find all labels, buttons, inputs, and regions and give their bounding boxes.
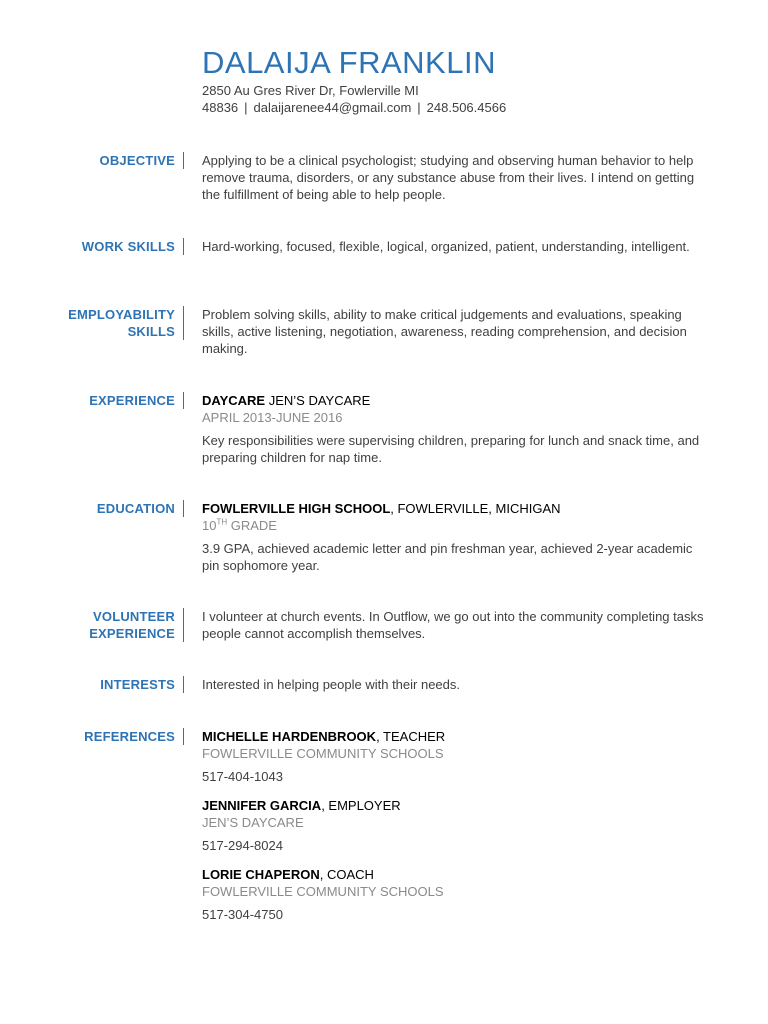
- education-grade: [202, 517, 712, 534]
- education-school-line: [202, 500, 712, 517]
- reference-name-line: [202, 728, 712, 745]
- experience-employer: JEN’S DAYCARE: [268, 393, 371, 408]
- education-content: [202, 500, 712, 574]
- reference-phone: 517-404-1043: [202, 769, 283, 784]
- volunteer-label-line1: VOLUNTEER: [93, 609, 175, 624]
- reference-name-line: [202, 797, 712, 814]
- reference-org: JEN’S DAYCARE: [202, 815, 304, 830]
- email: dalaijarenee44@gmail.com: [253, 100, 412, 115]
- separator: |: [244, 100, 248, 115]
- references-label: REFERENCES: [0, 728, 184, 745]
- interests-label: INTERESTS: [0, 676, 184, 693]
- employability-text: Problem solving skills, ability to make critical judgements and evaluations, speaking skills, active listening, negotiation, awareness, reading comprehension, and decision making.: [202, 307, 687, 356]
- reference-item: [202, 728, 712, 785]
- work-skills-text: Hard-working, focused, flexible, logical, organized, patient, understanding, intelligent.: [202, 239, 690, 254]
- references-content: [202, 728, 712, 923]
- experience-label: EXPERIENCE: [0, 392, 184, 409]
- volunteer-label: [0, 608, 184, 642]
- reference-org: FOWLERVILLE COMMUNITY SCHOOLS: [202, 746, 444, 761]
- phone: 248.506.4566: [426, 100, 507, 115]
- reference-name: JENNIFER GARCIA: [202, 798, 322, 813]
- reference-org: FOWLERVILLE COMMUNITY SCHOOLS: [202, 884, 444, 899]
- grade-word: GRADE: [227, 518, 277, 533]
- reference-name: LORIE CHAPERON: [202, 867, 320, 882]
- reference-item: [202, 797, 712, 854]
- experience-text: Key responsibilities were supervising children, preparing for lunch and snack time, and preparing children for nap time.: [202, 433, 700, 465]
- reference-name-line: [202, 866, 712, 883]
- contact-line: [202, 99, 722, 116]
- reference-role: , TEACHER: [376, 729, 446, 744]
- address-line: 2850 Au Gres River Dr, Fowlerville MI: [202, 83, 419, 98]
- reference-phone: 517-304-4750: [202, 907, 283, 922]
- experience-dates: APRIL 2013-JUNE 2016: [202, 410, 343, 425]
- volunteer-label-line2: EXPERIENCE: [89, 626, 175, 641]
- objective-text: Applying to be a clinical psychologist; studying and observing human behavior to help remove trauma, disorders, or any substance abuse from their lives. I intend on getting the fulfillment of being able to help people.: [202, 153, 695, 202]
- reference-name: MICHELLE HARDENBROOK: [202, 729, 377, 744]
- employability-label: [0, 306, 184, 340]
- education-text: 3.9 GPA, achieved academic letter and pin freshman year, achieved 2-year academic pin sophomore year.: [202, 541, 693, 573]
- employability-label-line2: SKILLS: [127, 324, 175, 339]
- separator: |: [417, 100, 421, 115]
- reference-item: [202, 866, 712, 923]
- interests-text: Interested in helping people with their needs.: [202, 677, 461, 692]
- zip-code: 48836: [202, 100, 239, 115]
- education-location: , FOWLERVILLE, MICHIGAN: [390, 501, 561, 516]
- experience-title: DAYCARE: [202, 393, 266, 408]
- reference-phone: 517-294-8024: [202, 838, 283, 853]
- grade-number: 10: [202, 518, 217, 533]
- grade-suffix: TH: [216, 517, 228, 527]
- reference-role: , EMPLOYER: [321, 798, 401, 813]
- experience-content: [202, 392, 712, 466]
- reference-role: , COACH: [319, 867, 374, 882]
- resume-header: [202, 44, 722, 116]
- work-skills-label: WORK SKILLS: [0, 238, 184, 255]
- candidate-name: DALAIJA FRANKLIN: [202, 45, 496, 80]
- education-school: FOWLERVILLE HIGH SCHOOL: [202, 501, 391, 516]
- education-label: EDUCATION: [0, 500, 184, 517]
- volunteer-text: I volunteer at church events. In Outflow, we go out into the community completing tasks people cannot accomplish themselves.: [202, 609, 704, 641]
- employability-label-line1: EMPLOYABILITY: [68, 307, 175, 322]
- experience-role: [202, 392, 712, 409]
- objective-label: OBJECTIVE: [0, 152, 184, 169]
